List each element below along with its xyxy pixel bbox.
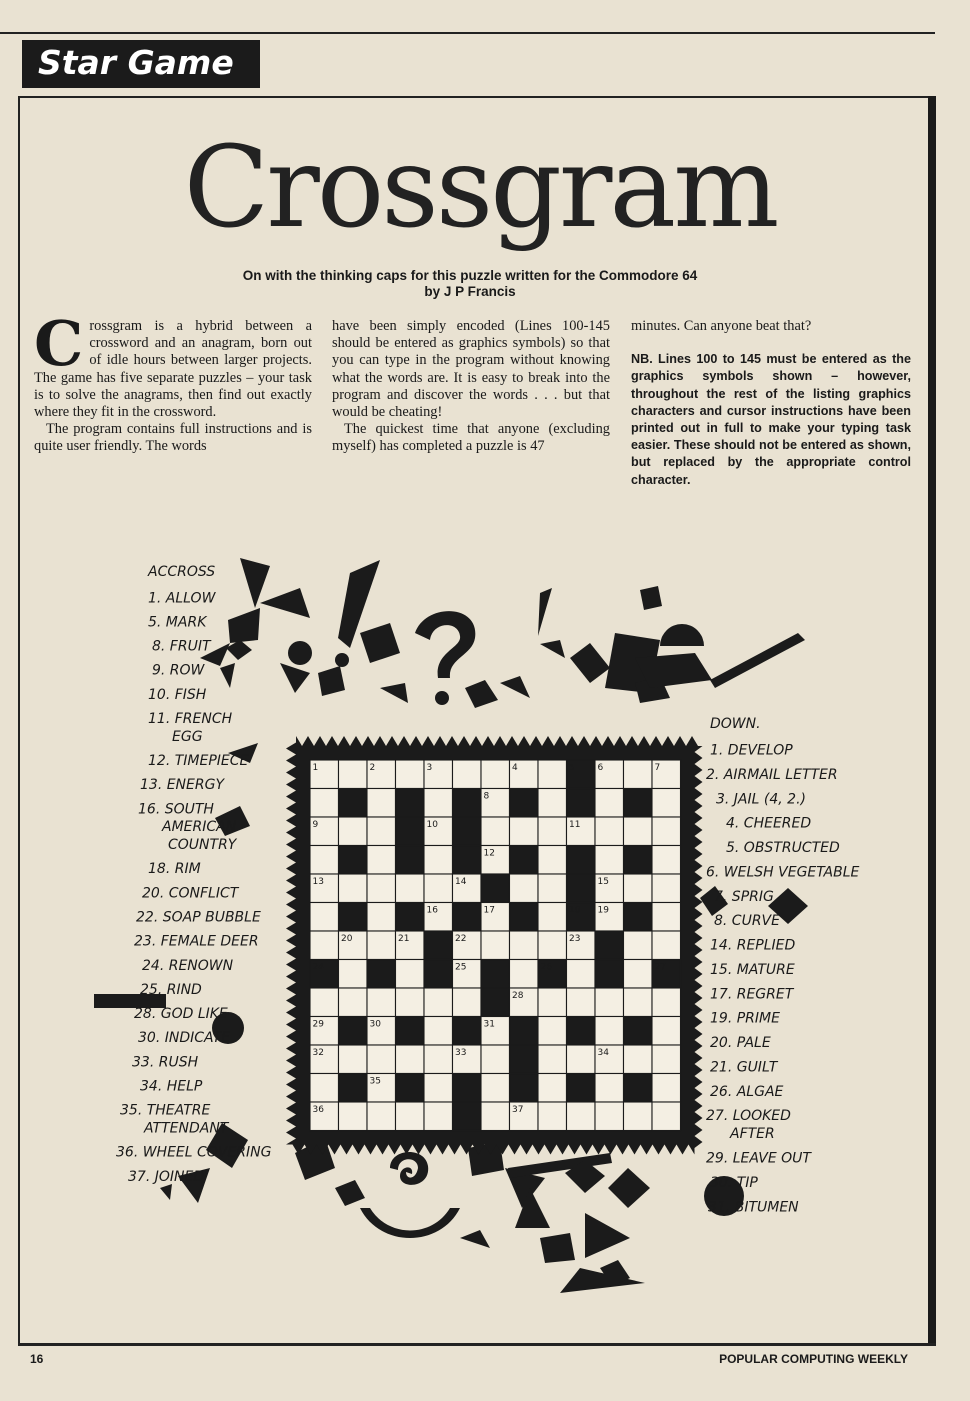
grid-cell-white[interactable] [310, 931, 339, 960]
grid-cell-white[interactable] [396, 988, 425, 1017]
grid-cell-black [510, 903, 539, 932]
grid-cell-white[interactable] [624, 760, 653, 789]
cell-number: 6 [597, 763, 604, 773]
cell-number: 22 [455, 934, 467, 944]
grid-cell-white[interactable] [538, 760, 567, 789]
grid-cell-black [595, 931, 624, 960]
cell-number: 16 [426, 905, 438, 916]
cell-number: 10 [426, 820, 438, 830]
clue-item: 2. AIRMAIL LETTER [706, 766, 838, 783]
clue-item: 12. TIMEPIECE [148, 753, 249, 769]
clue-item: 8. CURVE [714, 913, 780, 930]
cell-number: 14 [455, 877, 467, 887]
grid-cell-white[interactable] [424, 874, 453, 903]
crossword-puzzle [60, 548, 860, 1328]
cell-number: 36 [312, 1105, 324, 1115]
cell-number: 19 [597, 905, 609, 916]
cell-number: 13 [312, 877, 324, 887]
column-1 [34, 307, 312, 456]
cell-number: 28 [512, 991, 524, 1001]
grid-cell-black [339, 903, 368, 932]
clue-item: 5. MARK [148, 614, 207, 631]
clue-item: 4. CHEERED [726, 815, 812, 832]
cell-number: 15 [597, 877, 609, 887]
spiral-shape [390, 1152, 428, 1185]
grid-cell-white[interactable] [538, 789, 567, 818]
clue-item: 18. RIM [148, 861, 201, 878]
clue-item: 3. JAIL (4, 2.) [716, 791, 806, 808]
grid-cell-black [453, 1074, 482, 1103]
grid-cell-white[interactable] [481, 760, 510, 789]
clue-item: 30. INDICATE [138, 1030, 230, 1047]
grid-cell-black [624, 903, 653, 932]
grid-cell-white[interactable] [652, 1017, 681, 1046]
grid-cell-white[interactable] [652, 988, 681, 1017]
paragraph [34, 307, 312, 421]
cell-number: 21 [398, 934, 410, 944]
paragraph: The program contains full instructions and is quite user friendly. The words [34, 421, 312, 455]
grid-cell-white[interactable] [424, 1017, 453, 1046]
grid-cell-white[interactable] [538, 846, 567, 875]
triangle-shape [380, 683, 408, 703]
triangle-shape [220, 663, 235, 688]
paragraph-text: rossgram is a hybrid between a crossword and an anagram, born out of idle hours between larger projects. The game has five separate puzzles – your task is to solve the anagrams, then find out exactly where they fit in the crossword. [34, 318, 312, 421]
clue-item: 24. RENOWN [142, 957, 234, 974]
grid-cell-white[interactable] [624, 817, 653, 846]
clue-continuation: EGG [172, 728, 203, 745]
grid-cell-black [567, 789, 596, 818]
grid-cell-white[interactable] [396, 874, 425, 903]
cell-number: 32 [312, 1048, 324, 1058]
grid-cell-black [567, 1017, 596, 1046]
grid-cell-black [453, 817, 482, 846]
grid-cell-white[interactable] [367, 988, 396, 1017]
grid-cell-white[interactable] [396, 960, 425, 989]
column-3 [631, 318, 911, 489]
cell-number: 25 [455, 962, 467, 973]
clue-item: 9. ROW [152, 662, 205, 679]
cell-number: 31 [483, 1019, 495, 1030]
clue-heading: ACCROSS [148, 564, 216, 580]
clue-item: 19. PRIME [710, 1010, 780, 1027]
clue-item: 5. OBSTRUCTED [726, 840, 840, 857]
clue-item: 28. GOD LIKE [134, 1006, 228, 1023]
clue-continuation: COUNTRY [168, 837, 237, 853]
grid-cell-white[interactable] [310, 789, 339, 818]
grid-cell-white[interactable] [453, 760, 482, 789]
circle-shape [335, 653, 349, 667]
crossword-grid [310, 760, 681, 1131]
grid-cell-black [339, 1017, 368, 1046]
standfirst: On with the thinking caps for this puzzle written for the Commodore 64 by J P Francis [242, 268, 698, 299]
across-clues [116, 564, 272, 1185]
diamond-shape [570, 643, 610, 683]
grid-cell-white[interactable] [595, 1102, 624, 1131]
question-mark-shape [415, 611, 475, 678]
grid-cell-black [567, 1074, 596, 1103]
grid-cell-black [453, 846, 482, 875]
cell-number: 29 [312, 1019, 324, 1030]
grid-cell-black [481, 988, 510, 1017]
grid-cell-white[interactable] [339, 1102, 368, 1131]
grid-cell-black [339, 1074, 368, 1103]
grid-cell-white[interactable] [367, 817, 396, 846]
grid-cell-white[interactable] [595, 1017, 624, 1046]
cell-number: 37 [512, 1105, 524, 1115]
grid-cell-white[interactable] [424, 988, 453, 1017]
page-number: 16 [30, 1352, 44, 1366]
clue-continuation: ATTENDANT [144, 1120, 229, 1137]
grid-cell-black [624, 789, 653, 818]
grid-cell-white[interactable] [424, 1045, 453, 1074]
clue-item: 35. THEATRE [120, 1102, 211, 1119]
clue-item: 36. WHEEL COVERING [116, 1144, 272, 1161]
grid-cell-black [453, 903, 482, 932]
grid-cell-white[interactable] [624, 1045, 653, 1074]
cell-number: 23 [569, 934, 581, 944]
top-rule [0, 32, 935, 34]
paragraph: The quickest time that anyone (excluding myself) has completed a puzzle is 47 [332, 421, 610, 455]
drop-cap: C [34, 307, 84, 380]
grid-cell-black [339, 789, 368, 818]
diamond-shape [228, 608, 260, 643]
clue-item: 27. LOOKED [706, 1108, 791, 1125]
grid-cell-white[interactable] [538, 931, 567, 960]
grid-cell-white[interactable] [538, 874, 567, 903]
grid-cell-white[interactable] [538, 1045, 567, 1074]
cell-number: 24 [312, 962, 324, 973]
cell-number: 3 [426, 763, 433, 773]
diamond-shape [335, 1180, 365, 1206]
diamond-shape [465, 680, 498, 708]
grid-cell-white[interactable] [538, 903, 567, 932]
nb-note: NB. Lines 100 to 145 must be entered as the graphics symbols shown – however, throughout the rest of the listing graphics characters and cursor instructions have been printed out in full to make your typing task easier. These should not be entered as shown, but replaced by the appropriate control character. [631, 352, 911, 487]
clue-heading: DOWN. [710, 716, 761, 732]
grid-cell-white[interactable] [367, 1045, 396, 1074]
grid-cell-white[interactable] [567, 960, 596, 989]
grid-cell-white[interactable] [595, 846, 624, 875]
cell-number: 9 [312, 820, 319, 830]
triangle-shape [540, 640, 565, 658]
clue-item: 37. JOINED [128, 1168, 205, 1185]
clue-item: 22. SOAP BUBBLE [136, 909, 261, 926]
cell-number: 34 [597, 1048, 609, 1058]
grid-cell-white[interactable] [510, 874, 539, 903]
paragraph: minutes. Can anyone beat that? [631, 318, 812, 334]
down-clues [706, 716, 860, 1215]
grid-cell-black [510, 1017, 539, 1046]
grid-cell-black [396, 789, 425, 818]
grid-cell-white[interactable] [367, 874, 396, 903]
grid-cell-white[interactable] [595, 1074, 624, 1103]
grid-cell-white[interactable] [310, 903, 339, 932]
grid-cell-white[interactable] [453, 988, 482, 1017]
grid-cell-black [510, 1074, 539, 1103]
grid-cell-black [396, 846, 425, 875]
grid-cell-white[interactable] [538, 1017, 567, 1046]
column-2 [332, 318, 610, 456]
cell-number: 1 [312, 763, 319, 773]
grid-cell-white[interactable] [339, 874, 368, 903]
circle-shape [435, 691, 449, 705]
grid-cell-black [595, 960, 624, 989]
clue-item: 23. FEMALE DEER [134, 933, 259, 950]
grid-cell-white[interactable] [652, 789, 681, 818]
grid-cell-white[interactable] [567, 1045, 596, 1074]
grid-cell-white[interactable] [652, 1102, 681, 1131]
grid-cell-white[interactable] [339, 988, 368, 1017]
grid-cell-black [481, 874, 510, 903]
grid-cell-white[interactable] [481, 817, 510, 846]
grid-cell-white[interactable] [310, 1074, 339, 1103]
cell-number: 35 [369, 1076, 381, 1087]
grid-cell-white[interactable] [481, 1074, 510, 1103]
grid-cell-black [510, 846, 539, 875]
grid-cell-white[interactable] [652, 874, 681, 903]
grid-cell-black [453, 789, 482, 818]
cell-number: 30 [369, 1019, 381, 1030]
clue-item: 11. FRENCH [148, 711, 233, 727]
triangle-shape [585, 1213, 630, 1258]
grid-cell-black [396, 903, 425, 932]
grid-cell-black [339, 846, 368, 875]
grid-cell-black [396, 1074, 425, 1103]
grid-cell-white[interactable] [424, 1102, 453, 1131]
grid-cell-white[interactable] [624, 931, 653, 960]
grid-cell-white[interactable] [624, 960, 653, 989]
clue-item: 29. LEAVE OUT [706, 1150, 811, 1167]
grid-cell-white[interactable] [367, 903, 396, 932]
cell-number: 7 [654, 763, 661, 773]
grid-cell-white[interactable] [567, 1102, 596, 1131]
clue-item: 1. DEVELOP [710, 742, 793, 759]
clue-item: 33. RUSH [132, 1054, 199, 1071]
grid-cell-black [481, 960, 510, 989]
grid-cell-white[interactable] [339, 1045, 368, 1074]
grid-cell-white[interactable] [510, 817, 539, 846]
clue-item: 25. RIND [140, 981, 202, 998]
triangle-shape [460, 1230, 490, 1248]
cell-number: 12 [483, 848, 495, 859]
semicircle-shape [660, 624, 704, 646]
grid-cell-white[interactable] [652, 903, 681, 932]
grid-cell-white[interactable] [538, 817, 567, 846]
grid-cell-white[interactable] [567, 988, 596, 1017]
grid-cell-black [567, 874, 596, 903]
grid-cell-white[interactable] [481, 1045, 510, 1074]
section-label: Star Game [22, 40, 260, 88]
triangle-shape [240, 558, 270, 608]
clue-item: 7. SPRIG [714, 888, 774, 905]
triangle-shape [500, 676, 530, 698]
triangle-shape [260, 588, 310, 618]
article-title: Crossgram [183, 123, 777, 253]
publication-name: POPULAR COMPUTING WEEKLY [719, 1352, 908, 1366]
grid-cell-white[interactable] [367, 931, 396, 960]
clue-item: 20. PALE [710, 1035, 771, 1052]
frame-bottom-rule [18, 1343, 936, 1346]
diamond-shape [318, 666, 345, 696]
grid-cell-white[interactable] [310, 988, 339, 1017]
cell-number: 18 [569, 905, 581, 916]
grid-cell-white[interactable] [481, 1102, 510, 1131]
clue-item: 1. ALLOW [148, 590, 216, 607]
grid-cell-black [396, 817, 425, 846]
arc-shape [360, 1208, 460, 1238]
clue-item: 21. GUILT [710, 1059, 778, 1076]
grid-cell-white[interactable] [481, 931, 510, 960]
clue-item: 16. SOUTH [138, 801, 214, 818]
grid-cell-white[interactable] [624, 988, 653, 1017]
grid-cell-black [367, 960, 396, 989]
grid-cell-white[interactable] [595, 789, 624, 818]
grid-cell-black [510, 789, 539, 818]
circle-shape [288, 641, 312, 665]
frame-top-rule [18, 96, 936, 98]
grid-cell-white[interactable] [595, 817, 624, 846]
clue-continuation: AFTER [730, 1126, 775, 1143]
grid-cell-white[interactable] [367, 1102, 396, 1131]
grid-cell-white[interactable] [652, 931, 681, 960]
cell-number: 4 [512, 763, 518, 773]
grid-cell-white[interactable] [339, 817, 368, 846]
cell-number: 20 [341, 934, 353, 944]
cell-number: 33 [455, 1048, 467, 1058]
clue-item: 14. REPLIED [710, 937, 796, 954]
grid-cell-white[interactable] [624, 874, 653, 903]
grid-cell-white[interactable] [424, 846, 453, 875]
grid-cell-white[interactable] [652, 1045, 681, 1074]
clue-item: 20. CONFLICT [142, 885, 239, 902]
clue-item: 30. TIP [710, 1174, 758, 1191]
cell-number: 8 [483, 791, 490, 802]
clue-item: 17. REGRET [710, 986, 794, 1003]
grid-cell-white[interactable] [396, 1045, 425, 1074]
cell-number: 2 [369, 763, 376, 773]
grid-cell-white[interactable] [538, 1074, 567, 1103]
clue-item: 8. FRUIT [152, 638, 211, 655]
wedge-shape [710, 633, 805, 688]
diamond-shape [640, 586, 662, 610]
cell-number: 27 [654, 962, 666, 973]
grid-cell-white[interactable] [652, 846, 681, 875]
paragraph: have been simply encoded (Lines 100-145 should be entered as graphics symbols) so that you can type in the program without knowing what the words are. It is easy to break into the program and discover the words . . . but that would be cheating! [332, 318, 610, 421]
grid-cell-black [510, 1045, 539, 1074]
triangle-shape [280, 663, 310, 693]
frame-left-rule [18, 96, 20, 1346]
cell-number: 26 [540, 962, 552, 973]
clue-item: 31. BITUMEN [708, 1199, 799, 1216]
grid-cell-black [624, 1074, 653, 1103]
grid-cell-white[interactable] [339, 960, 368, 989]
grid-cell-white[interactable] [396, 1102, 425, 1131]
grid-cell-white[interactable] [424, 789, 453, 818]
grid-cell-white[interactable] [310, 846, 339, 875]
grid-cell-black [424, 960, 453, 989]
grid-cell-black [396, 1017, 425, 1046]
grid-cell-black [453, 1017, 482, 1046]
diamond-shape [226, 640, 252, 660]
grid-cell-white[interactable] [367, 789, 396, 818]
grid-cell-white[interactable] [538, 1102, 567, 1131]
clue-item: 34. HELP [140, 1078, 203, 1095]
cell-number: 17 [483, 905, 495, 916]
grid-cell-black [624, 1017, 653, 1046]
diamond-shape [608, 1168, 650, 1208]
grid-cell-white[interactable] [424, 1074, 453, 1103]
clue-continuation: AMERICAN [162, 819, 237, 836]
triangle-shape [538, 588, 552, 636]
grid-cell-white[interactable] [510, 960, 539, 989]
grid-cell-black [424, 931, 453, 960]
clue-item: 26. ALGAE [710, 1083, 784, 1100]
clue-item: 13. ENERGY [140, 777, 225, 794]
grid-cell-white[interactable] [595, 988, 624, 1017]
diamond-shape [360, 623, 400, 663]
grid-cell-white[interactable] [652, 1074, 681, 1103]
cell-number: 11 [569, 820, 581, 830]
grid-cell-white[interactable] [652, 817, 681, 846]
grid-cell-white[interactable] [367, 846, 396, 875]
grid-cell-white[interactable] [538, 988, 567, 1017]
grid-cell-black [453, 1102, 482, 1131]
clue-item: 6. WELSH VEGETABLE [706, 864, 860, 881]
grid-cell-black [624, 846, 653, 875]
clue-item: 10. FISH [148, 686, 207, 703]
cell-number: 5 [569, 763, 575, 773]
grid-cell-white[interactable] [624, 1102, 653, 1131]
grid-cell-white[interactable] [339, 760, 368, 789]
clue-item: 15. MATURE [710, 961, 795, 978]
grid-cell-white[interactable] [510, 931, 539, 960]
grid-cell-white[interactable] [396, 760, 425, 789]
grid-cell-black [567, 846, 596, 875]
frame-right-bar [928, 96, 936, 1346]
triangle-shape [160, 1184, 172, 1200]
square-shape [540, 1233, 575, 1263]
